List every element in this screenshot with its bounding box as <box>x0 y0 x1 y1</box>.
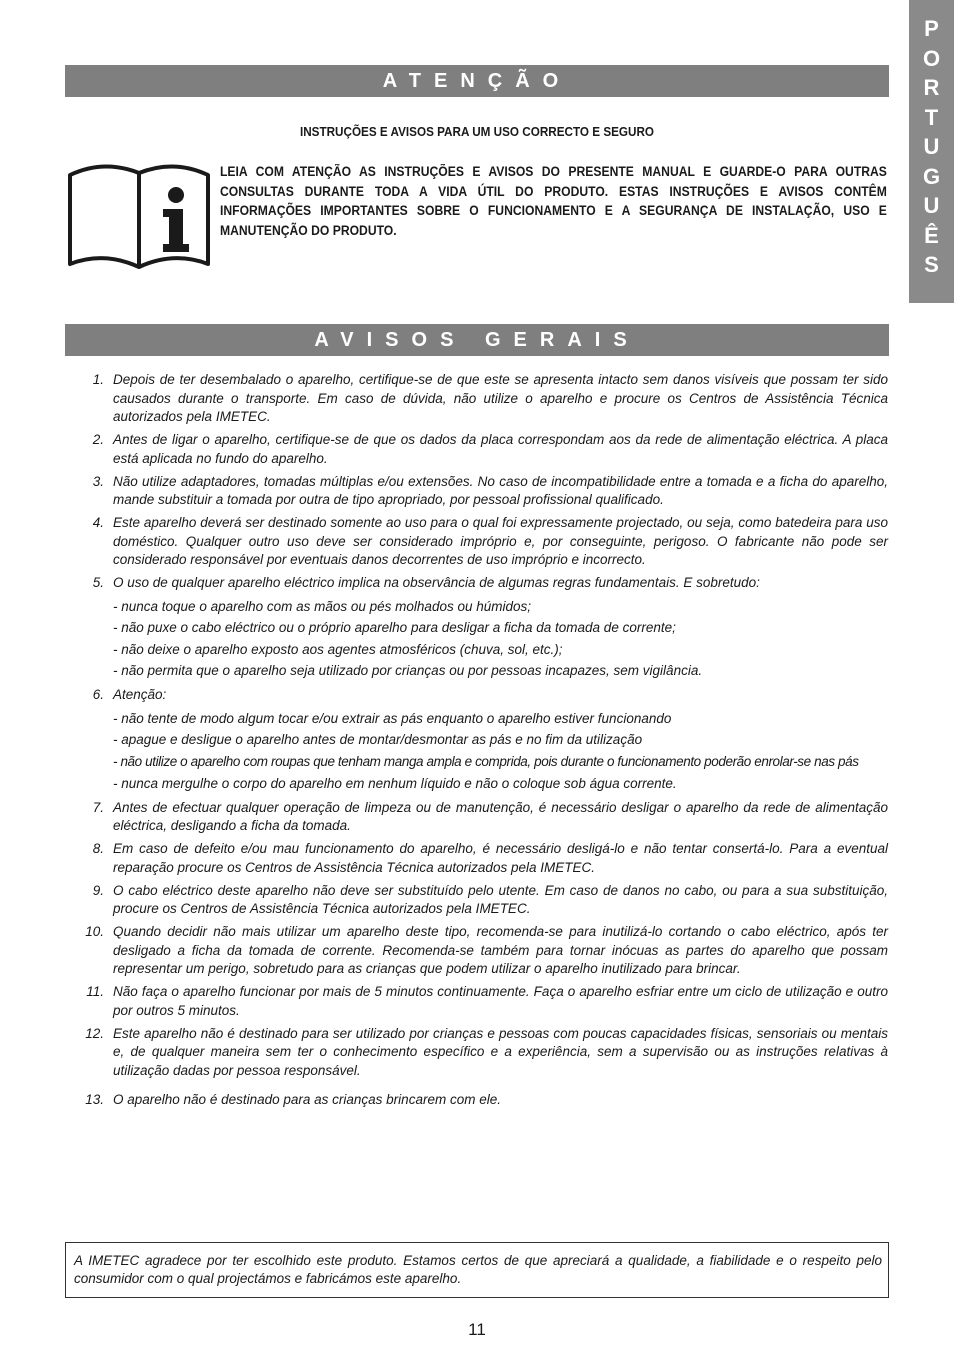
item-text: Este aparelho não é destinado para ser utilizado por crianças e pessoas com poucas capacidades físicas, sensoriais ou mentais e, de qualquer maneira sem ter o conhecimento específico e a experiência, sem a supervisão ou as instruções relativas à utilização dadas por pessoa responsável. <box>113 1025 888 1078</box>
list-item <box>80 882 888 919</box>
item-text: O aparelho não é destinado para as crianças brincarem com ele. <box>113 1092 501 1108</box>
language-letter: R <box>923 75 940 100</box>
item-number: 11. <box>86 984 104 1000</box>
list-item <box>80 1091 888 1110</box>
item-text: Quando decidir não mais utilizar um aparelho deste tipo, recomenda-se para inutilizá-lo cortando o cabo eléctrico, após ter desligado a ficha da tomada de corrente. Recomenda-se também para tornar inócuas as partes do aparelho que possam representar um perigo, sobretudo para as crianças que podem utilizar o aparelho inutilizado para brincar. <box>113 924 888 977</box>
list-item <box>80 686 888 794</box>
sub-item: - nunca toque o aparelho com as mãos ou pés molhados ou húmidos; <box>113 598 532 614</box>
item-text: Em caso de defeito e/ou mau funcionamento do aparelho, é necessário desligá-lo e não tentar consertá-lo. Para a eventual reparação procure os Centros de Assistência Técnica autorizados pela IMETEC. <box>113 841 888 875</box>
language-letter: Ê <box>924 222 939 248</box>
item-text: Este aparelho deverá ser destinado somente ao uso para o qual foi expressamente projectado, ou seja, como batedeira para uso doméstico. Qualquer outro uso deve ser considerado impróprio e, por conseguinte, perigoso. O fabricante não pode ser considerado responsável por eventuais danos decorrentes de uso impróprio e incorrecto. <box>113 515 888 567</box>
item-number: 9. <box>92 882 104 898</box>
list-item <box>80 431 888 468</box>
sub-item: - não puxe o cabo eléctrico ou o próprio aparelho para desligar a ficha da tomada de corrente; <box>113 620 676 636</box>
list-item <box>80 1025 888 1081</box>
list-item <box>80 983 888 1020</box>
language-letter: S <box>924 252 939 277</box>
language-tab <box>909 0 954 303</box>
attention-text-block <box>220 162 887 240</box>
item-number: 2. <box>92 432 104 447</box>
attention-subtitle: INSTRUÇÕES E AVISOS PARA UM USO CORRECTO E SEGURO <box>299 124 655 139</box>
list-item <box>80 923 888 979</box>
item-number: 10. <box>85 924 104 940</box>
item-number: 13. <box>85 1092 104 1108</box>
item-text: O cabo eléctrico deste aparelho não deve ser substituído pelo utente. Em caso de danos no cabo, ou para a sua substituição, procure os Centros de Assistência Técnica autorizados pela IMETEC. <box>113 882 888 917</box>
list-item <box>80 799 888 836</box>
list-item <box>80 574 888 682</box>
item-number: 4. <box>92 515 104 530</box>
language-letter: P <box>924 16 939 41</box>
page-number: 11 <box>468 1320 486 1339</box>
item-text: Não utilize adaptadores, tomadas múltiplas e/ou extensões. No caso de incompatibilidade entre a tomada e a ficha do aparelho, mande substituir a tomada por outra de tipo apropriado, por pessoal profissional qualificado. <box>113 473 888 507</box>
item-text: Atenção: <box>113 687 167 703</box>
item-text: Não faça o aparelho funcionar por mais de 5 minutos continuamente. Faça o aparelho esfriar entre um ciclo de utilização e outro por outros 5 minutos. <box>113 984 888 1018</box>
item-text: Antes de efectuar qualquer operação de limpeza ou de manutenção, é necessário desligar o aparelho da rede de alimentação eléctrica, desligando a ficha da tomada. <box>113 799 888 834</box>
language-letter: T <box>924 104 939 130</box>
language-letter: O <box>922 45 941 71</box>
sub-item: - apague e desligue o aparelho antes de montar/desmontar as pás e no fim da utilização <box>113 732 643 748</box>
item-number: 8. <box>92 841 104 857</box>
item-number: 3. <box>92 473 104 489</box>
sub-list <box>113 708 888 794</box>
attention-text: LEIA COM ATENÇÃO AS INSTRUÇÕES E AVISOS DO PRESENTE MANUAL E GUARDE-O PARA OUTRAS CONSULTAS DURANTE TODA A VIDA ÚTIL DO PRODUTO. ESTAS INSTRUÇÕES E AVISOS CONTÊM INFORMAÇÕES IMPORTANTES SOBRE O FUNCIONAMENTO E A SEGURANÇA DE INSTALAÇÃO, USO E MANUTENÇÃO DO PRODUTO. <box>220 164 887 238</box>
item-number: 1. <box>92 372 104 387</box>
item-number: 12. <box>85 1025 104 1041</box>
attention-heading: ATENÇÃO <box>65 65 889 97</box>
sub-item: - não utilize o aparelho com roupas que tenham manga ampla e comprida, pois durante o funcionamento poderão enrolar-se nas pás <box>113 754 859 770</box>
item-text: Depois de ter desembalado o aparelho, certifique-se de que este se apresenta intacto sem danos visíveis que possam ter sido causados durante o transporte. Em caso de dúvida, não utilize o aparelho e procure os Centros de Assistência Técnica autorizados pela IMETEC. <box>113 372 888 424</box>
item-text: Antes de ligar o aparelho, certifique-se de que os dados da placa correspondam aos da rede de alimentação eléctrica. A placa está aplicada no fundo do aparelho. <box>113 432 888 466</box>
sub-list <box>113 596 888 682</box>
thank-you-box: A IMETEC agradece por ter escolhido este produto. Estamos certos de que apreciará a qualidade, a fiabilidade e o respeito pelo consumidor com o qual projectámos e fabricámos este aparelho. <box>65 1242 889 1298</box>
item-number: 7. <box>92 799 104 815</box>
info-manual-icon <box>66 161 212 271</box>
sub-item: - não tente de modo algum tocar e/ou extrair as pás enquanto o aparelho estiver funcionando <box>113 710 672 726</box>
warnings-list <box>80 371 888 1114</box>
sub-item: - nunca mergulhe o corpo do aparelho em nenhum líquido e não o coloque sob água corrente. <box>113 775 677 791</box>
item-number: 5. <box>92 575 104 590</box>
list-item <box>80 840 888 877</box>
list-item <box>80 371 888 427</box>
list-item <box>80 514 888 570</box>
language-letter: U <box>923 193 940 218</box>
sub-item: - não deixe o aparelho exposto aos agentes atmosféricos (chuva, sol, etc.); <box>113 641 563 657</box>
language-letter: G <box>922 163 941 189</box>
item-text: O uso de qualquer aparelho eléctrico implica na observância de algumas regras fundamentais. E sobretudo: <box>113 575 760 590</box>
sub-item: - não permita que o aparelho seja utilizado por crianças ou por pessoas incapazes, sem vigilância. <box>113 663 703 679</box>
list-item <box>80 473 888 510</box>
item-number: 6. <box>92 687 104 703</box>
language-letter: U <box>923 134 940 159</box>
general-warnings-heading: AVISOS GERAIS <box>65 324 889 356</box>
